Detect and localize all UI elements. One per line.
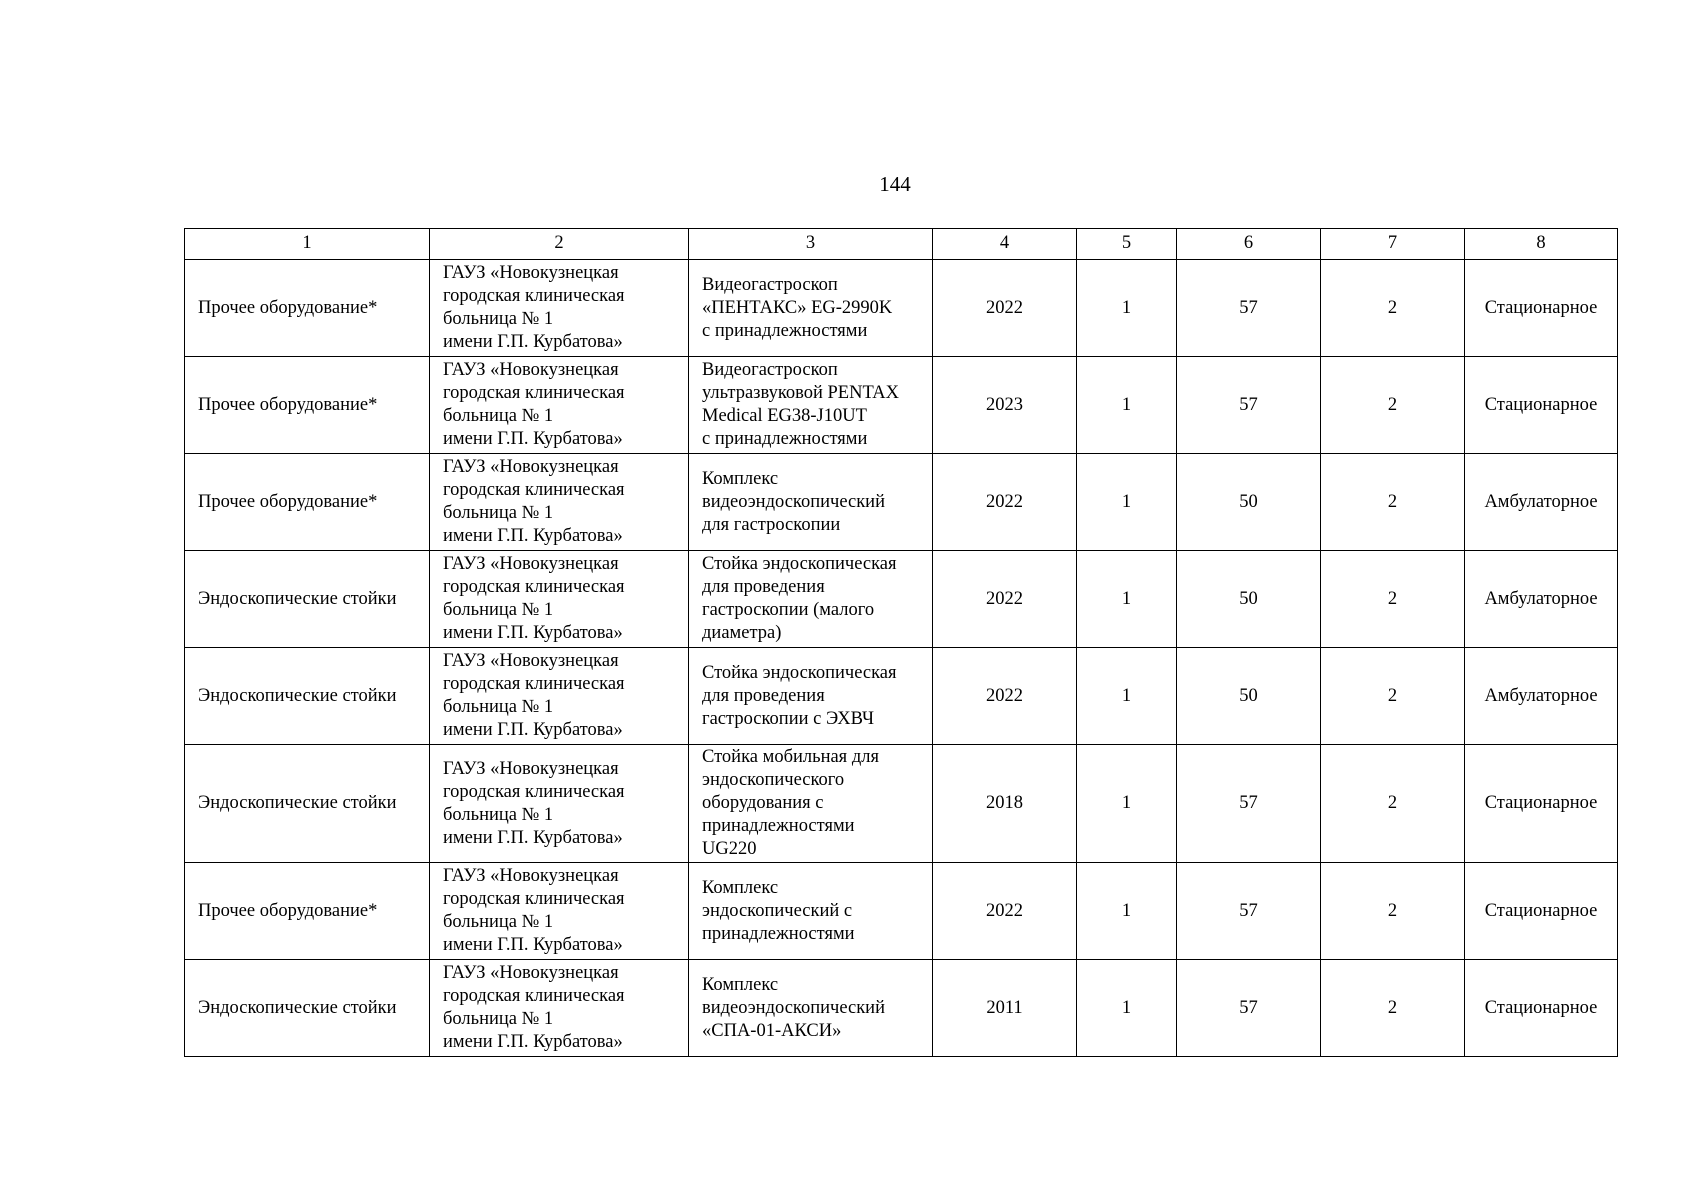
- column-header: 4: [933, 229, 1077, 260]
- table-row: [185, 260, 1618, 357]
- table-row: [185, 863, 1618, 960]
- organization-text: ГАУЗ «Новокузнецкая городская клиническая больница № 1 имени Г.П. Курбатова»: [443, 263, 625, 352]
- year-cell: 2018: [933, 745, 1077, 863]
- column-7-cell: 2: [1321, 960, 1465, 1057]
- organization-text: ГАУЗ «Новокузнецкая городская клиническая больница № 1 имени Г.П. Курбатова»: [443, 651, 625, 740]
- equipment-name-text: Стойка эндоскопическая для проведения гастроскопии с ЭХВЧ: [702, 662, 897, 729]
- column-header: 6: [1177, 229, 1321, 260]
- equipment-name-cell: [689, 551, 933, 648]
- equipment-type-cell: Прочее оборудование*: [185, 357, 430, 454]
- column-7-cell: 2: [1321, 863, 1465, 960]
- year-cell: 2022: [933, 260, 1077, 357]
- table-row: [185, 454, 1618, 551]
- column-header: 2: [430, 229, 689, 260]
- column-6-cell: 57: [1177, 960, 1321, 1057]
- quantity-cell: 1: [1077, 260, 1177, 357]
- equipment-table: [184, 228, 1618, 1057]
- table-row: [185, 745, 1618, 863]
- quantity-cell: 1: [1077, 960, 1177, 1057]
- quantity-cell: 1: [1077, 745, 1177, 863]
- table-row: [185, 551, 1618, 648]
- year-cell: 2022: [933, 648, 1077, 745]
- table-header-row: [185, 229, 1618, 260]
- equipment-type-cell: Эндоскопические стойки: [185, 745, 430, 863]
- condition-cell: Амбулаторное: [1465, 648, 1618, 745]
- column-6-cell: 57: [1177, 745, 1321, 863]
- organization-cell: [430, 454, 689, 551]
- condition-cell: Стационарное: [1465, 260, 1618, 357]
- year-cell: 2011: [933, 960, 1077, 1057]
- equipment-name-text: Комплекс эндоскопический с принадлежностями: [702, 877, 855, 944]
- year-cell: 2022: [933, 551, 1077, 648]
- organization-cell: [430, 960, 689, 1057]
- equipment-name-cell: [689, 960, 933, 1057]
- equipment-type-cell: Прочее оборудование*: [185, 260, 430, 357]
- equipment-type-cell: Прочее оборудование*: [185, 863, 430, 960]
- organization-text: ГАУЗ «Новокузнецкая городская клиническая больница № 1 имени Г.П. Курбатова»: [443, 554, 625, 643]
- column-6-cell: 57: [1177, 357, 1321, 454]
- organization-text: ГАУЗ «Новокузнецкая городская клиническая больница № 1 имени Г.П. Курбатова»: [443, 457, 625, 546]
- organization-cell: [430, 648, 689, 745]
- organization-cell: [430, 745, 689, 863]
- column-7-cell: 2: [1321, 648, 1465, 745]
- column-header: 8: [1465, 229, 1618, 260]
- equipment-name-cell: [689, 357, 933, 454]
- organization-text: ГАУЗ «Новокузнецкая городская клиническая больница № 1 имени Г.П. Курбатова»: [443, 866, 625, 955]
- year-cell: 2023: [933, 357, 1077, 454]
- quantity-cell: 1: [1077, 454, 1177, 551]
- table-row: [185, 648, 1618, 745]
- equipment-type-cell: Эндоскопические стойки: [185, 551, 430, 648]
- quantity-cell: 1: [1077, 357, 1177, 454]
- organization-cell: [430, 357, 689, 454]
- column-6-cell: 50: [1177, 648, 1321, 745]
- condition-cell: Стационарное: [1465, 745, 1618, 863]
- equipment-type-cell: Эндоскопические стойки: [185, 960, 430, 1057]
- equipment-name-text: Комплекс видеоэндоскопический для гастроскопии: [702, 468, 885, 535]
- column-header: 5: [1077, 229, 1177, 260]
- equipment-name-text: Стойка эндоскопическая для проведения гастроскопии (малого диаметра): [702, 554, 897, 643]
- condition-cell: Стационарное: [1465, 357, 1618, 454]
- table-row: [185, 357, 1618, 454]
- column-7-cell: 2: [1321, 357, 1465, 454]
- equipment-name-cell: [689, 863, 933, 960]
- equipment-name-cell: [689, 648, 933, 745]
- column-7-cell: 2: [1321, 454, 1465, 551]
- equipment-name-text: Видеогастроскоп ультразвуковой PENTAX Medical EG38-J10UT с принадлежностями: [702, 360, 900, 449]
- equipment-name-text: Стойка мобильная для эндоскопического оборудования с принадлежностями UG220: [702, 747, 879, 859]
- quantity-cell: 1: [1077, 863, 1177, 960]
- organization-text: ГАУЗ «Новокузнецкая городская клиническая больница № 1 имени Г.П. Курбатова»: [443, 758, 625, 848]
- organization-text: ГАУЗ «Новокузнецкая городская клиническая больница № 1 имени Г.П. Курбатова»: [443, 360, 625, 449]
- table-row: [185, 960, 1618, 1057]
- equipment-name-cell: [689, 260, 933, 357]
- organization-text: ГАУЗ «Новокузнецкая городская клиническая больница № 1 имени Г.П. Курбатова»: [443, 963, 625, 1052]
- year-cell: 2022: [933, 863, 1077, 960]
- equipment-type-cell: Эндоскопические стойки: [185, 648, 430, 745]
- column-6-cell: 57: [1177, 260, 1321, 357]
- equipment-name-text: Комплекс видеоэндоскопический «СПА-01-АКСИ»: [702, 974, 885, 1041]
- equipment-type-cell: Прочее оборудование*: [185, 454, 430, 551]
- column-header: 3: [689, 229, 933, 260]
- equipment-name-cell: [689, 745, 933, 863]
- column-6-cell: 50: [1177, 454, 1321, 551]
- column-header: 7: [1321, 229, 1465, 260]
- column-7-cell: 2: [1321, 260, 1465, 357]
- condition-cell: Стационарное: [1465, 863, 1618, 960]
- column-7-cell: 2: [1321, 551, 1465, 648]
- organization-cell: [430, 863, 689, 960]
- column-header: 1: [185, 229, 430, 260]
- table-body: [185, 229, 1618, 1057]
- quantity-cell: 1: [1077, 551, 1177, 648]
- organization-cell: [430, 260, 689, 357]
- equipment-name-text: Видеогастроскоп «ПЕНТАКС» EG-2990K с принадлежностями: [702, 274, 893, 341]
- column-6-cell: 57: [1177, 863, 1321, 960]
- condition-cell: Стационарное: [1465, 960, 1618, 1057]
- page-number: 144: [879, 172, 911, 196]
- quantity-cell: 1: [1077, 648, 1177, 745]
- column-6-cell: 50: [1177, 551, 1321, 648]
- year-cell: 2022: [933, 454, 1077, 551]
- organization-cell: [430, 551, 689, 648]
- equipment-name-cell: [689, 454, 933, 551]
- condition-cell: Амбулаторное: [1465, 551, 1618, 648]
- column-7-cell: 2: [1321, 745, 1465, 863]
- condition-cell: Амбулаторное: [1465, 454, 1618, 551]
